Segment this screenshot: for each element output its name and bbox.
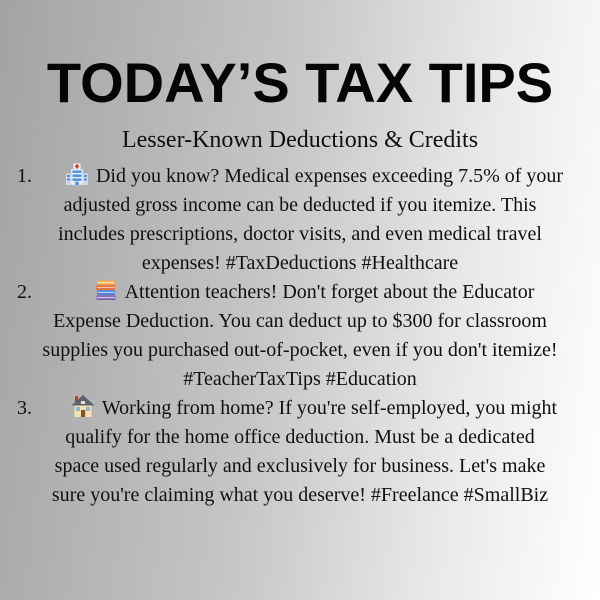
tip-line: supplies you purchased out-of-pocket, even if you don't itemize!: [42, 339, 558, 361]
tip-item-medical: [0, 162, 600, 278]
tip-number: 3.: [17, 397, 32, 419]
page-subtitle: Lesser-Known Deductions & Credits: [121, 127, 479, 153]
page-title: TODAY’S TAX TIPS: [46, 51, 554, 114]
house-icon: [71, 395, 95, 419]
hospital-icon: [65, 163, 89, 187]
tip-line: [28, 394, 600, 423]
tip-number: 1.: [17, 165, 32, 187]
tip-line: sure you're claiming what you deserve! #Freelance #SmallBiz: [51, 484, 549, 506]
tip-line: space used regularly and exclusively for business. Let's make: [54, 455, 546, 477]
tip-line: includes prescriptions, doctor visits, and even medical travel: [58, 223, 542, 245]
tip-line: expenses! #TaxDeductions #Healthcare: [141, 252, 459, 274]
tip-line: qualify for the home office deduction. Must be a dedicated: [65, 426, 535, 448]
tips-list: [0, 162, 600, 510]
tip-line: [28, 162, 600, 191]
tip-item-educator: [0, 278, 600, 394]
books-icon: [94, 279, 118, 303]
tip-text: Working from home? If you're self-employed, you might: [101, 397, 558, 419]
tip-text: Attention teachers! Don't forget about the Educator: [124, 281, 535, 303]
tip-line: [28, 278, 600, 307]
tip-line: Expense Deduction. You can deduct up to $300 for classroom: [53, 310, 547, 332]
tip-line: adjusted gross income can be deducted if you itemize. This: [63, 194, 537, 216]
tip-number: 2.: [17, 281, 32, 303]
tip-line: #TeacherTaxTips #Education: [183, 368, 417, 390]
tip-item-home-office: [0, 394, 600, 510]
tip-text: Did you know? Medical expenses exceeding 7.5% of your: [95, 165, 564, 187]
